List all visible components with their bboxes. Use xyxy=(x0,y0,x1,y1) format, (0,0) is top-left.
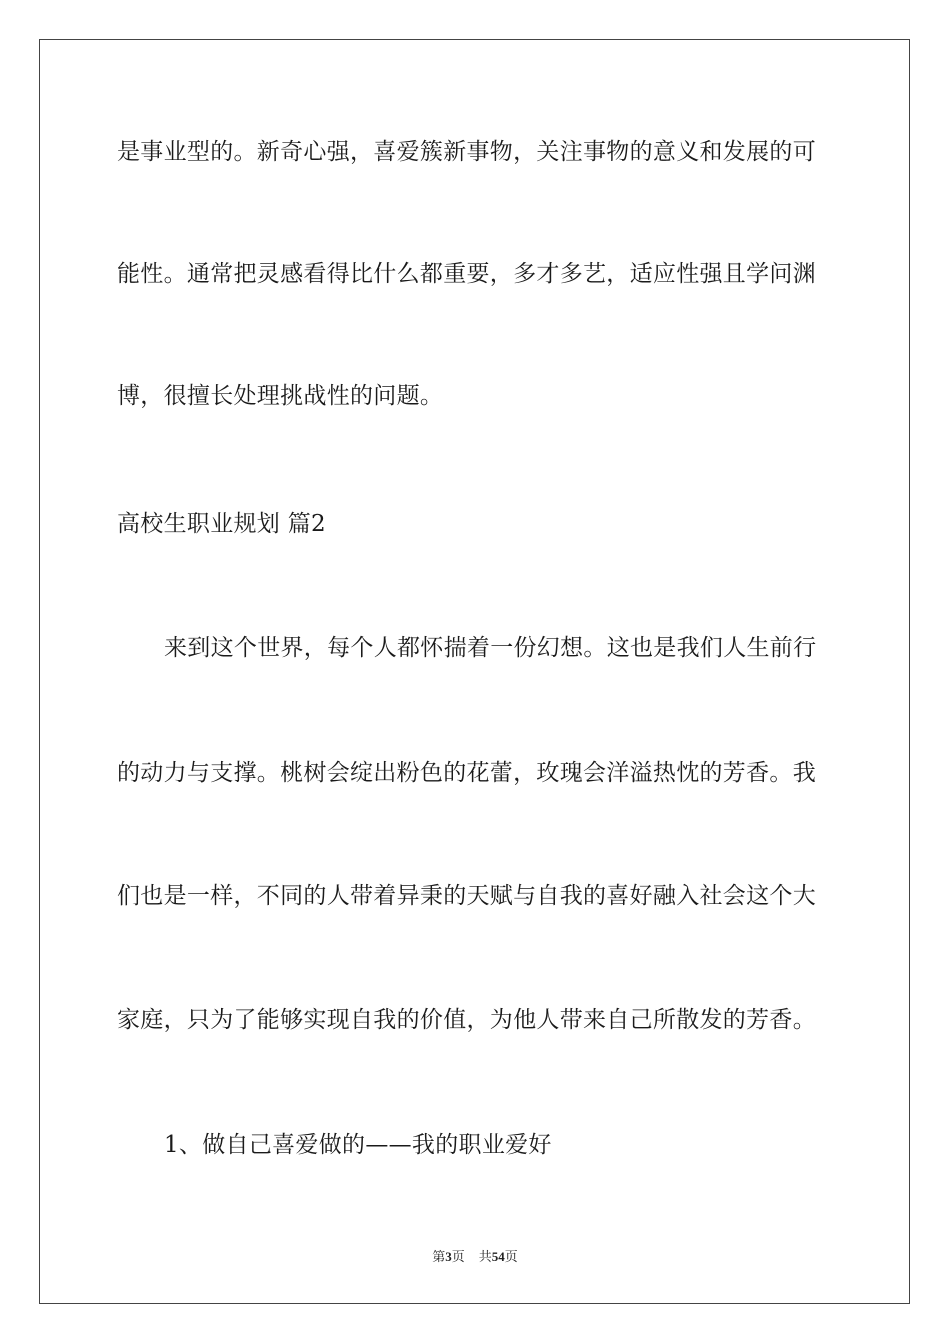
body-text-line: 的动力与支撑。桃树会绽出粉色的花蕾，玫瑰会洋溢热忱的芳香。我 xyxy=(117,760,816,786)
total-suffix: 页 xyxy=(504,1249,518,1264)
body-text-line: 能性。通常把灵感看得比什么都重要，多才多艺，适应性强且学问渊 xyxy=(117,261,816,287)
body-text-line: 是事业型的。新奇心强，喜爱簇新事物，关注事物的意义和发展的可 xyxy=(117,139,816,165)
section-heading: 高校生职业规划 篇2 xyxy=(117,511,326,537)
page-footer xyxy=(0,1246,950,1265)
total-prefix: 共 xyxy=(478,1249,492,1264)
page-suffix: 页 xyxy=(451,1249,465,1264)
total-pages: 54 xyxy=(491,1249,505,1264)
body-text-line: 们也是一样，不同的人带着异秉的天赋与自我的喜好融入社会这个大 xyxy=(117,883,816,909)
page-prefix: 第 xyxy=(432,1249,446,1264)
paragraph-first-line: 来到这个世界，每个人都怀揣着一份幻想。这也是我们人生前行 xyxy=(164,635,817,661)
page-number: 3 xyxy=(445,1249,452,1264)
subheading: 1、做自己喜爱做的——我的职业爱好 xyxy=(164,1132,552,1158)
body-text-line: 家庭，只为了能够实现自我的价值，为他人带来自己所散发的芳香。 xyxy=(117,1007,816,1033)
body-text-line: 博，很擅长处理挑战性的问题。 xyxy=(117,383,444,409)
page-border xyxy=(39,39,910,1304)
